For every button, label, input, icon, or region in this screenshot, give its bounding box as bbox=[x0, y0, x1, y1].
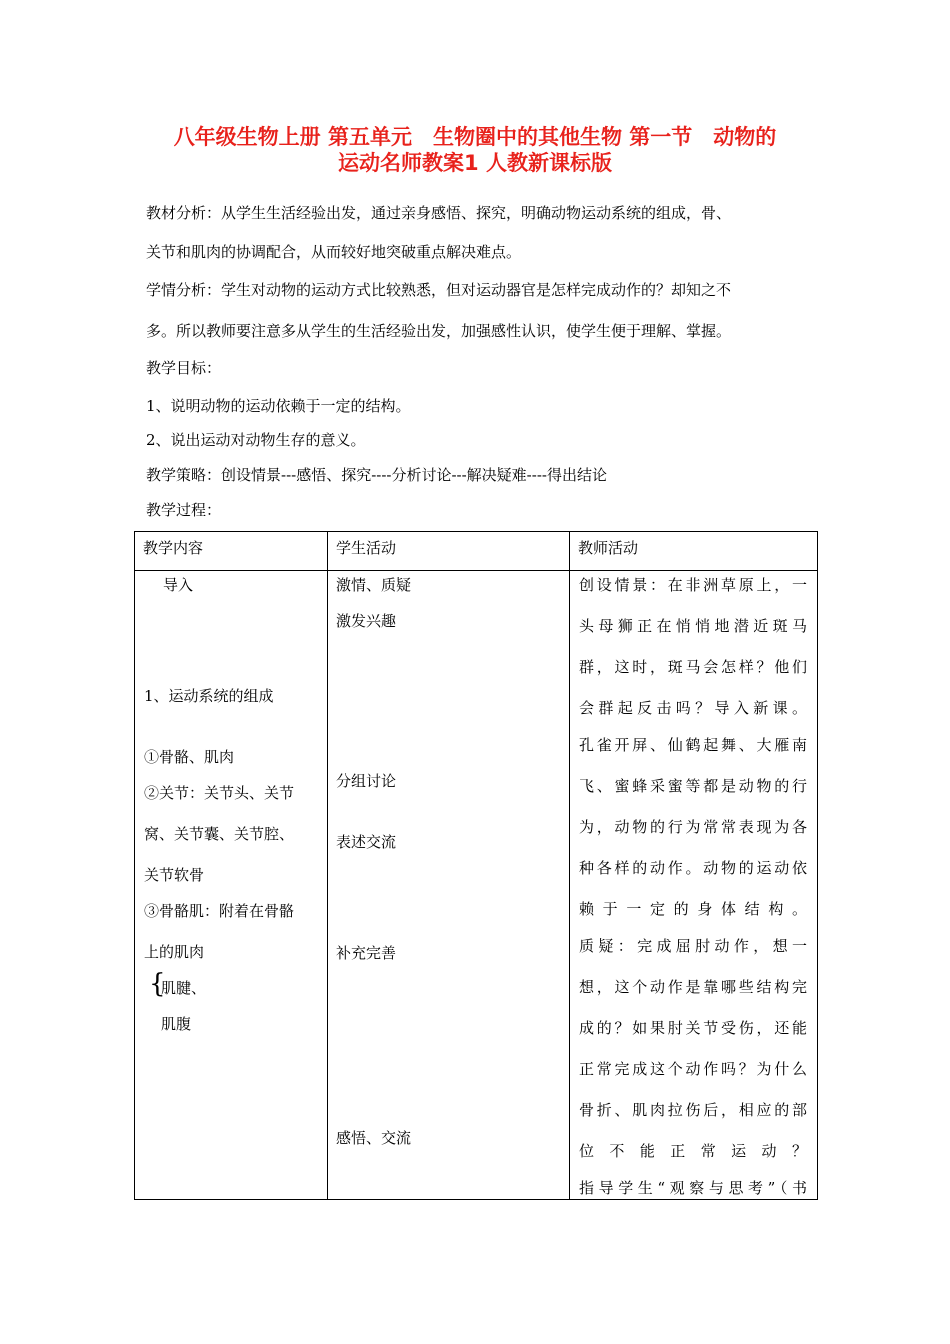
teacher-activity-line: 头母狮正在悄悄地潜近斑马 bbox=[579, 617, 807, 635]
teacher-activity-line: 指导学生“观察与思考”（书 bbox=[579, 1179, 807, 1197]
teacher-activity-line: 孔雀开屏、仙鹤起舞、大雁南 bbox=[579, 736, 807, 754]
student-activity-6: 感悟、交流 bbox=[336, 1129, 412, 1147]
teacher-activity-line: 会群起反击吗？导入新课。 bbox=[579, 699, 807, 717]
content-item-2a: ②关节：关节头、关节 bbox=[144, 784, 295, 802]
header-content: 教学内容 bbox=[143, 539, 204, 557]
header-content-cell bbox=[135, 532, 328, 571]
teacher-activity-line: 质疑：完成屈肘动作，想一 bbox=[579, 937, 807, 955]
process-heading: 教学过程： bbox=[146, 501, 222, 519]
goal-2: 2、说出运动对动物生存的意义。 bbox=[146, 431, 366, 449]
student-cell bbox=[328, 571, 570, 1200]
teacher-activity-line: 种各样的动作。动物的运动依 bbox=[579, 859, 807, 877]
content-sub-1: 肌腱、 bbox=[161, 979, 207, 997]
content-item-2c: 关节软骨 bbox=[144, 866, 205, 884]
content-item-2b: 窝、关节囊、关节腔、 bbox=[144, 825, 295, 843]
teaching-strategy: 教学策略：创设情景---感悟、探究----分析讨论---解决疑难----得出结论 bbox=[146, 466, 607, 484]
analysis-line-2: 关节和肌肉的协调配合，从而较好地突破重点解决难点。 bbox=[146, 243, 522, 261]
student-activity-4: 表述交流 bbox=[336, 833, 397, 851]
content-intro: 导入 bbox=[163, 576, 194, 594]
lesson-table bbox=[134, 531, 818, 1200]
goals-heading: 教学目标： bbox=[146, 359, 222, 377]
content-sub-2: 肌腹 bbox=[161, 1015, 192, 1033]
header-teacher: 教师活动 bbox=[578, 539, 639, 557]
teacher-activity-line: 成的？如果肘关节受伤，还能 bbox=[579, 1019, 807, 1037]
student-activity-1: 激情、质疑 bbox=[336, 576, 412, 594]
teacher-activity-line: 群，这时，斑马会怎样？他们 bbox=[579, 658, 807, 676]
student-activity-5: 补充完善 bbox=[336, 944, 397, 962]
analysis-line-1: 教材分析：从学生生活经验出发，通过亲身感悟、探究，明确动物运动系统的组成，骨、 bbox=[146, 204, 732, 222]
content-section-1: 1、运动系统的组成 bbox=[144, 687, 274, 705]
teacher-activity-line: 骨折、肌肉拉伤后，相应的部 bbox=[579, 1101, 807, 1119]
document-title-line-2: 运动名师教案1 人教新课标版 bbox=[338, 151, 612, 175]
content-item-3a: ③骨骼肌：附着在骨骼 bbox=[144, 902, 295, 920]
table-header-row bbox=[135, 532, 818, 571]
header-student: 学生活动 bbox=[336, 539, 397, 557]
teacher-activity-line: 飞、蜜蜂采蜜等都是动物的行 bbox=[579, 777, 807, 795]
header-student-cell bbox=[328, 532, 570, 571]
content-item-1: ①骨骼、肌肉 bbox=[144, 748, 235, 766]
teacher-activity-line: 想，这个动作是靠哪些结构完 bbox=[579, 978, 807, 996]
teacher-cell bbox=[570, 571, 818, 1200]
document-title-line-1: 八年级生物上册 第五单元 生物圈中的其他生物 第一节 动物的 bbox=[173, 125, 777, 149]
content-cell bbox=[135, 571, 328, 1200]
teacher-activity-line: 创设情景：在非洲草原上，一 bbox=[579, 576, 807, 594]
curly-brace: { bbox=[149, 969, 166, 999]
teacher-activity-text bbox=[570, 571, 817, 1199]
teacher-activity-line: 赖于一定的身体结构。 bbox=[579, 900, 807, 918]
teacher-activity-line: 为，动物的行为常常表现为各 bbox=[579, 818, 807, 836]
goal-1: 1、说明动物的运动依赖于一定的结构。 bbox=[146, 397, 411, 415]
student-analysis-line-2: 多。所以教师要注意多从学生的生活经验出发，加强感性认识，使学生便于理解、掌握。 bbox=[146, 322, 732, 340]
content-item-3b: 上的肌肉 bbox=[144, 943, 205, 961]
teacher-activity-line: 正常完成这个动作吗？为什么 bbox=[579, 1060, 807, 1078]
header-teacher-cell bbox=[570, 532, 818, 571]
teacher-activity-line: 位不能正常运动？ bbox=[579, 1142, 807, 1160]
student-analysis-line-1: 学情分析：学生对动物的运动方式比较熟悉，但对运动器官是怎样完成动作的？却知之不 bbox=[146, 281, 732, 299]
student-activity-3: 分组讨论 bbox=[336, 772, 397, 790]
table-row bbox=[135, 571, 818, 1200]
student-activity-2: 激发兴趣 bbox=[336, 612, 397, 630]
